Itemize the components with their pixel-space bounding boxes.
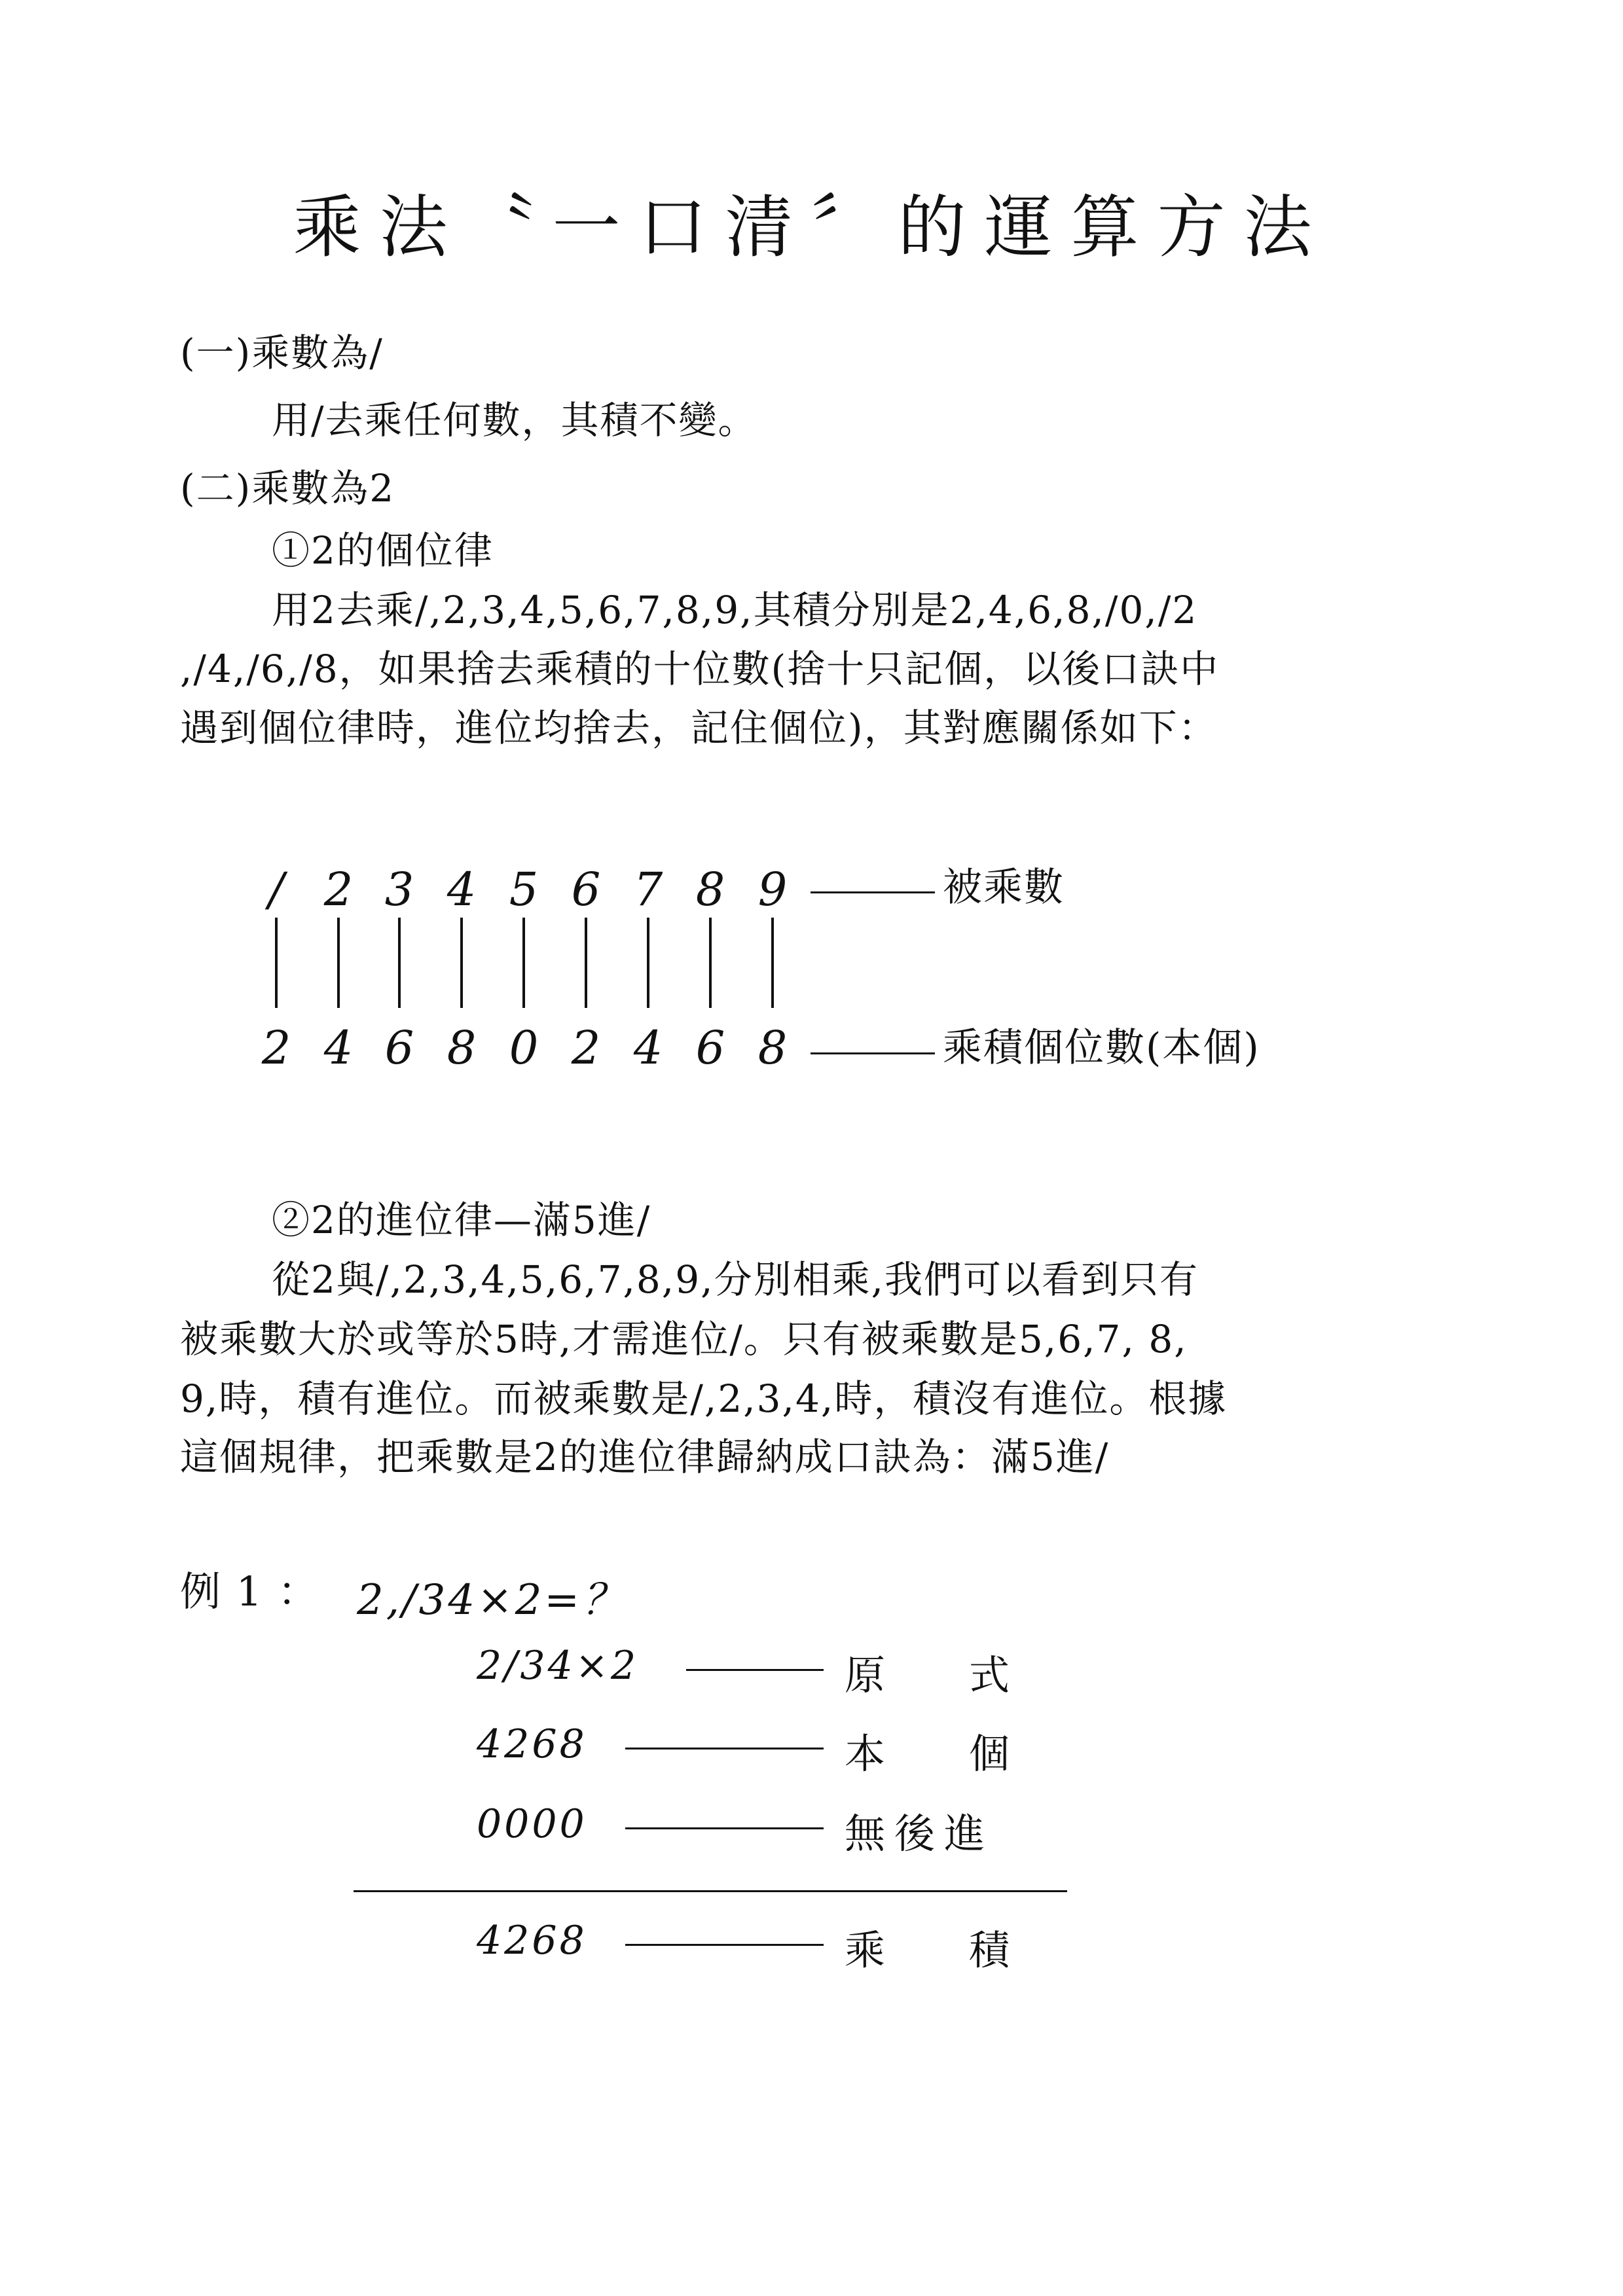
connector-line [522,918,525,1008]
example-label: 例 1 ： [180,1568,319,1615]
top-label: 被乘數 [943,865,1065,910]
table-digit: 4 [323,1021,354,1075]
calc-connector [625,1748,824,1749]
section2-heading: (二)乘數為2 [180,466,395,511]
section2-para1-line3: 遇到個位律時，進位均捨去，記住個位)，其對應關係如下： [180,706,1218,750]
bottom-label-connector [811,1052,935,1054]
connector-line [647,918,649,1008]
table-digit: 4 [633,1021,663,1075]
table-digit: 6 [571,863,601,916]
calc-expr-carry: 0000 [477,1801,587,1847]
table-digit: 8 [757,1021,788,1075]
connector-line [771,918,774,1008]
table-digit: 6 [695,1021,725,1075]
connector-line [398,918,401,1008]
page-title: 乘法〝一口清〞的運算方法 [293,187,1330,267]
table-digit: 3 [384,863,414,916]
calc-label-a: 原 [845,1651,887,1699]
calc-expr-units: 4268 [477,1721,587,1767]
calc-label-a: 無後進 [845,1810,994,1857]
table-digit: 4 [447,863,477,916]
connector-line [709,918,712,1008]
section2-para2-line4: 這個規律，把乘數是2的進位律歸納成口訣為：滿5進/ [180,1435,1110,1479]
table-digit: 8 [447,1021,477,1075]
table-digit: 8 [695,863,725,916]
connector-line [275,918,278,1008]
table-digit: 6 [384,1021,414,1075]
table-digit: 9 [757,863,788,916]
section2-para2-line2: 被乘數大於或等於5時,才需進位/。只有被乘數是5,6,7, 8, [180,1317,1188,1361]
example-expression: 2,/34×2=？ [357,1576,627,1624]
calc-label-b: 式 [969,1651,1012,1699]
table-digit: 0 [509,1021,539,1075]
table-digit: 5 [509,863,539,916]
bottom-label: 乘積個位數(本個) [943,1025,1260,1071]
calc-label-a: 乘 [845,1926,887,1974]
calc-expr-original: 2/34×2 [477,1643,639,1689]
section2-para2-line1: 從2與/,2,3,4,5,6,7,8,9,分別相乘,我們可以看到只有 [272,1257,1199,1302]
calc-expr-result: 4268 [477,1918,587,1964]
calc-connector [625,1944,824,1946]
section2-sub2-heading: ②2的進位律—滿5進/ [272,1198,651,1242]
calc-label-a: 本 [845,1730,887,1778]
sum-rule [354,1890,1067,1892]
calc-label-b: 個 [969,1730,1012,1778]
connector-line [585,918,587,1008]
calc-connector [686,1669,824,1671]
table-digit: 2 [323,863,354,916]
table-digit: / [268,863,284,916]
top-label-connector [811,891,935,893]
section2-para1-line2: ,/4,/6,/8，如果捨去乘積的十位數(捨十只記個，以後口訣中 [180,647,1220,691]
section2-sub1-heading: ①2的個位律 [272,528,494,573]
calc-label-b: 積 [969,1926,1012,1974]
calc-connector [625,1827,824,1829]
section1-text: 用/去乘任何數，其積不變。 [272,398,757,442]
table-digit: 2 [571,1021,601,1075]
table-digit: 7 [633,863,663,916]
section2-para2-line3: 9,時，積有進位。而被乘數是/,2,3,4,時，積沒有進位。根據 [180,1376,1228,1421]
connector-line [460,918,463,1008]
connector-line [337,918,340,1008]
table-digit: 2 [261,1021,291,1075]
section2-para1-line1: 用2去乘/,2,3,4,5,6,7,8,9,其積分別是2,4,6,8,/0,/2 [272,588,1198,632]
section1-heading: (一)乘數為/ [180,331,384,375]
